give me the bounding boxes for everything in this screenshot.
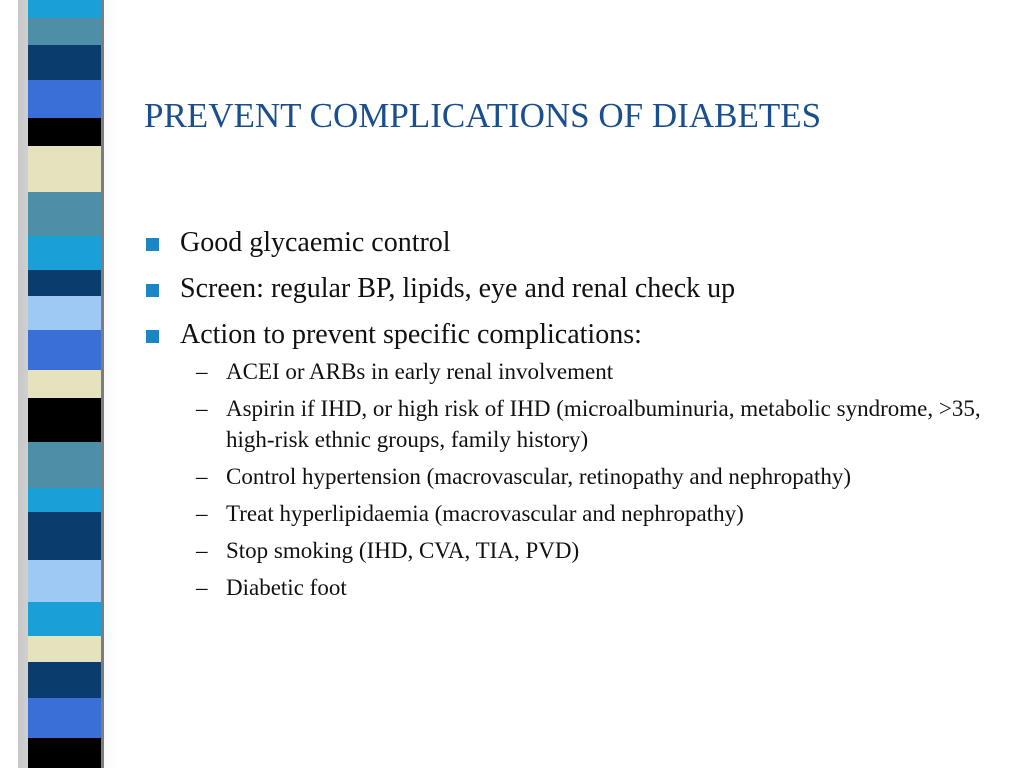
strip-block <box>28 602 104 636</box>
sub-bullet-item <box>144 356 1004 387</box>
sub-bullet-text: Stop smoking (IHD, CVA, TIA, PVD) <box>226 538 580 563</box>
sub-bullet-text: Diabetic foot <box>226 575 347 600</box>
strip-block <box>28 512 104 560</box>
strip-block <box>28 146 104 192</box>
bullet-item <box>144 316 1004 354</box>
bullet-item <box>144 270 1004 308</box>
strip-block <box>28 45 104 80</box>
strip-block <box>28 330 104 370</box>
square-bullet-icon <box>146 330 159 343</box>
strip-block <box>28 738 104 768</box>
sub-bullet-item <box>144 572 1004 603</box>
square-bullet-icon <box>146 284 159 297</box>
strip-block <box>28 662 104 698</box>
dash-bullet: – <box>196 359 208 384</box>
sub-bullet-text: ACEI or ARBs in early renal involvement <box>226 359 614 384</box>
strip-block <box>28 18 104 45</box>
dash-bullet: – <box>196 538 208 563</box>
sub-bullet-item <box>144 461 1004 492</box>
sub-bullet-item <box>144 535 1004 566</box>
strip-block <box>28 398 104 442</box>
strip-block <box>28 270 104 296</box>
bullet-text: Good glycaemic control <box>180 227 451 258</box>
slide-title: PREVENT COMPLICATIONS OF DIABETES <box>144 96 822 135</box>
strip-block <box>28 636 104 662</box>
sub-bullet-item <box>144 498 1004 529</box>
sub-bullet-text: Control hypertension (macrovascular, retinopathy and nephropathy) <box>226 464 851 489</box>
dash-bullet: – <box>196 575 208 600</box>
slide-body <box>144 224 1004 609</box>
square-bullet-icon <box>146 238 159 251</box>
sub-bullet-item <box>144 393 1004 455</box>
strip-block <box>28 118 104 146</box>
dash-bullet: – <box>196 464 208 489</box>
decorative-color-strip <box>28 0 104 768</box>
strip-block <box>28 488 104 512</box>
bullet-text: Action to prevent specific complications: <box>180 319 642 350</box>
bullet-item <box>144 224 1004 262</box>
strip-block <box>28 442 104 488</box>
sub-bullet-text: Treat hyperlipidaemia (macrovascular and nephropathy) <box>226 501 744 526</box>
strip-block <box>28 80 104 118</box>
dash-bullet: – <box>196 396 208 421</box>
strip-block <box>28 192 104 236</box>
dash-bullet: – <box>196 501 208 526</box>
strip-block <box>28 698 104 738</box>
bullet-text: Screen: regular BP, lipids, eye and renal check up <box>180 273 736 304</box>
strip-block <box>28 370 104 398</box>
strip-block <box>28 0 104 18</box>
strip-block <box>28 296 104 330</box>
strip-block <box>28 236 104 270</box>
strip-block <box>28 560 104 602</box>
sub-bullet-text: Aspirin if IHD, or high risk of IHD (microalbuminuria, metabolic syndrome, >35, high-risk ethnic groups, family history) <box>226 396 981 452</box>
